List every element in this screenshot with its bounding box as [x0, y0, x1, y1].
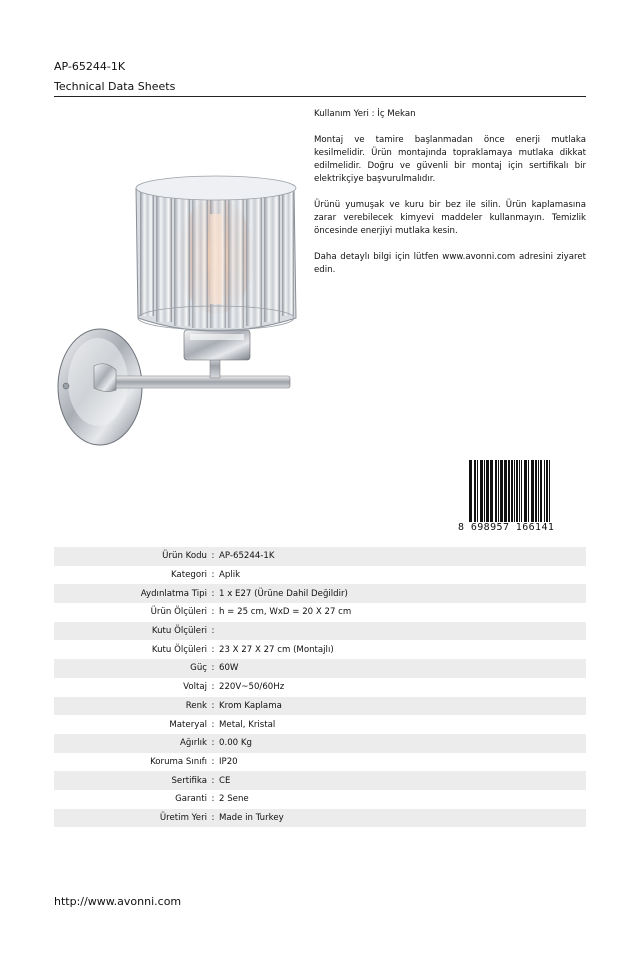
spec-label: Kategori: [170, 570, 207, 581]
spec-row: [54, 734, 586, 753]
spec-label: Koruma Sınıfı: [150, 756, 207, 767]
spec-row: [54, 697, 586, 716]
barcode-bar: [484, 460, 485, 522]
barcode-bar: [538, 460, 539, 522]
spec-label: Materyal: [169, 719, 207, 730]
product-photo: [54, 104, 308, 509]
spec-row: [54, 715, 586, 734]
spec-separator: :: [211, 756, 215, 767]
barcode-bar: [516, 460, 518, 522]
spec-row: [54, 771, 586, 790]
barcode-bar: [498, 460, 499, 522]
barcode-bar: [524, 460, 527, 522]
spec-separator: :: [211, 570, 215, 581]
spec-label: Güç: [190, 663, 207, 674]
barcode-bar: [474, 460, 476, 522]
spec-row: [54, 753, 586, 772]
barcode-bar: [480, 460, 483, 522]
spec-row: [54, 640, 586, 659]
socket-cup: [184, 330, 250, 360]
spec-separator: :: [211, 551, 215, 562]
barcode-bar: [495, 460, 497, 522]
spec-row: [54, 547, 586, 566]
spec-table: [54, 547, 586, 827]
spec-label: Kutu Ölçüleri: [151, 626, 207, 637]
spec-separator: :: [211, 700, 215, 711]
spec-value: Aplik: [219, 570, 241, 581]
spec-value: Krom Kaplama: [219, 700, 282, 711]
spec-separator: :: [211, 644, 215, 655]
spec-row: [54, 622, 586, 641]
spec-separator: :: [211, 738, 215, 749]
spec-label: Ürün Ölçüleri: [150, 607, 207, 618]
barcode-bar: [531, 460, 534, 522]
barcode-bar: [486, 460, 489, 522]
spec-value: 23 X 27 X 27 cm (Montajlı): [219, 644, 334, 655]
barcode-bar: [514, 460, 515, 522]
spec-row: [54, 659, 586, 678]
spec-row: [54, 566, 586, 585]
barcode-bar: [521, 460, 522, 522]
spec-value: 1 x E27 (Ürüne Dahil Değildir): [219, 588, 348, 599]
info-paragraph: Daha detaylı bilgi için lütfen www.avonni.com adresini ziyaret edin.: [314, 252, 586, 275]
spec-value: Metal, Kristal: [219, 719, 276, 730]
spec-value: 220V~50/60Hz: [219, 682, 285, 693]
header-divider: [54, 96, 586, 97]
spec-row: [54, 790, 586, 809]
spec-value: AP-65244-1K: [219, 551, 275, 562]
safety-paragraph: Montaj ve tamire başlanmadan önce enerji mutlaka kesilmelidir. Ürün montajında topraklamaya mutlaka dikkat edilmelidir. Doğru ve güvenli bir montaj için sertifikalı bir elektrikçiye başvurulmalıdır.: [314, 135, 586, 184]
spec-label: Ürün Kodu: [162, 551, 207, 562]
barcode-bar: [504, 460, 507, 522]
barcode-bar: [508, 460, 510, 522]
spec-value: 0.00 Kg: [219, 738, 252, 749]
spec-separator: :: [211, 794, 215, 805]
barcode-digits: 8 698957 166141: [456, 522, 590, 533]
spec-value: h = 25 cm, WxD = 20 X 27 cm: [219, 607, 352, 618]
document-subtitle: Technical Data Sheets: [54, 80, 176, 93]
barcode-bar: [549, 460, 550, 522]
spec-row: [54, 584, 586, 603]
cleaning-paragraph: Ürünü yumuşak ve kuru bir bez ile silin. Ürün kaplamasına zarar verebilecek kimyevi maddeler kullanmayın. Temizlik öncesinde enerjiyi mutlaka kesin.: [314, 200, 586, 236]
spec-value: 60W: [219, 663, 239, 674]
spec-separator: :: [211, 775, 215, 786]
spec-value: IP20: [219, 756, 238, 767]
spec-label: Ağırlık: [179, 738, 207, 749]
spec-label: Üretim Yeri: [159, 812, 207, 823]
spec-separator: :: [211, 626, 215, 637]
spec-separator: :: [211, 588, 215, 599]
barcode-bar: [528, 460, 529, 522]
spec-separator: :: [211, 719, 215, 730]
barcode-bar: [500, 460, 503, 522]
spec-label: Renk: [185, 700, 207, 711]
spec-separator: :: [211, 607, 215, 618]
crystal-shade: [136, 176, 296, 331]
usage-text: Kullanım Yeri : İç Mekan: [314, 109, 416, 119]
barcode-bar: [477, 460, 478, 522]
spec-label: Sertifika: [171, 775, 207, 786]
barcode-bar: [544, 460, 545, 522]
spec-label: Voltaj: [183, 682, 207, 693]
description-block: [314, 108, 586, 277]
barcode-bar: [540, 460, 542, 522]
spec-value: Made in Turkey: [219, 812, 284, 823]
spec-value: CE: [219, 775, 231, 786]
spec-row: [54, 678, 586, 697]
spec-value: 2 Sene: [219, 794, 249, 805]
spec-label: Aydınlatma Tipi: [140, 588, 207, 599]
barcode-bar: [535, 460, 537, 522]
footer-url[interactable]: http://www.avonni.com: [54, 895, 182, 908]
spec-row: [54, 603, 586, 622]
spec-label: Garanti: [175, 794, 207, 805]
spec-separator: :: [211, 682, 215, 693]
barcode-bar: [490, 460, 493, 522]
spec-separator: :: [211, 812, 215, 823]
spec-row: [54, 809, 586, 828]
spec-label: Kutu Ölçüleri: [151, 644, 207, 655]
product-code: AP-65244-1K: [54, 60, 126, 73]
barcode-bar: [511, 460, 513, 522]
barcode-bar: [519, 460, 520, 522]
barcode-bar: [469, 460, 472, 522]
spec-separator: :: [211, 663, 215, 674]
barcode-bar: [546, 460, 548, 522]
